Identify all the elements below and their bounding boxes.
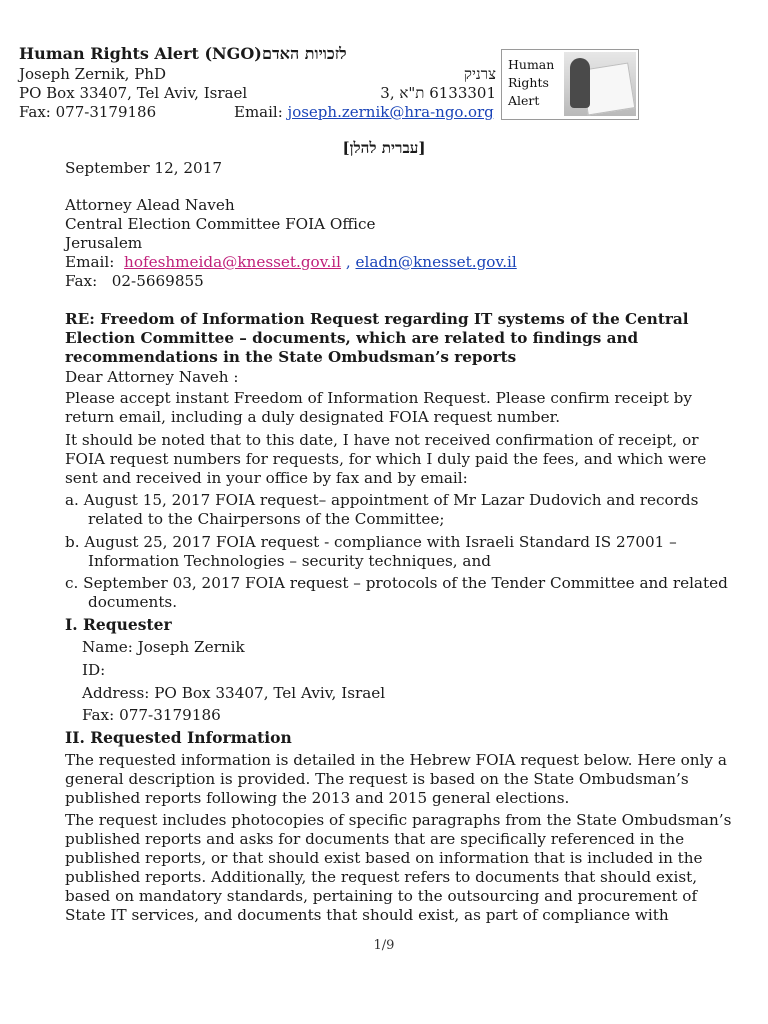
email-link[interactable]: joseph.zernik@hra-ngo.org <box>287 103 494 121</box>
logo-text <box>508 56 554 110</box>
section2-p2-line-2: published reports and asks for documents that are specifically referenced in the <box>65 830 685 848</box>
recipient-fax-line <box>65 272 204 291</box>
author-name-en: Joseph Zernik, PhD <box>19 65 166 83</box>
para2-line-1: It should be noted that to this date, I have not received confirmation of receipt, or <box>65 431 699 449</box>
recipient-fax: 02-5669855 <box>111 272 204 290</box>
org-name-en: Human Rights Alert (NGO) <box>19 44 262 63</box>
email-label: Email: <box>234 103 283 121</box>
recipient-office: Central Election Committee FOIA Office <box>65 215 376 233</box>
author-name-he: צרניק <box>463 65 496 83</box>
para2-line-3: sent and received in your office by fax and by email: <box>65 469 468 487</box>
section2-p1-line-2: general description is provided. The request is based on the State Ombudsman’s <box>65 770 689 788</box>
logo-photo <box>564 52 636 116</box>
fax-header: Fax: 077-3179186 <box>19 103 157 121</box>
list-item-a-line-1: a. August 15, 2017 FOIA request– appointment of Mr Lazar Dudovich and records <box>65 491 699 509</box>
hra-logo <box>501 49 639 120</box>
section-requested-info-title: II. Requested Information <box>65 728 292 747</box>
list-item-a-line-2: related to the Chairpersons of the Committee; <box>88 510 445 528</box>
logo-line-1: Human <box>508 57 555 72</box>
para1-line-1: Please accept instant Freedom of Information Request. Please confirm receipt by <box>65 389 692 407</box>
email-header <box>234 103 494 122</box>
para1-line-2: return email, including a duly designated FOIA request number. <box>65 408 561 426</box>
recipient-email-line <box>65 253 517 272</box>
subject-line-1: RE: Freedom of Information Request regarding IT systems of the Central <box>65 310 689 328</box>
org-name-he: לזכויות האדם <box>262 44 347 63</box>
section2-p2-line-4: published reports. Additionally, the request refers to documents that should exist, <box>65 868 698 886</box>
section2-p1-line-1: The requested information is detailed in the Hebrew FOIA request below. Here only a <box>65 751 727 769</box>
list-item-c-line-1: c. September 03, 2017 FOIA request – protocols of the Tender Committee and related <box>65 574 728 592</box>
section2-p2-line-1: The request includes photocopies of specific paragraphs from the State Ombudsman’s <box>65 811 732 829</box>
salutation: Dear Attorney Naveh : <box>65 368 239 386</box>
hebrew-below-note: [עברית להלן] <box>342 139 426 157</box>
requester-fax: Fax: 077-3179186 <box>82 706 221 724</box>
logo-line-2: Rights <box>508 75 549 90</box>
recipient-name: Attorney Alead Naveh <box>65 196 235 214</box>
recipient-city: Jerusalem <box>65 234 143 252</box>
page-number: 1/9 <box>373 938 395 953</box>
list-item-c-line-2: documents. <box>88 593 178 611</box>
section2-p2-line-5: based on mandatory standards, pertaining to the outsourcing and procurement of <box>65 887 698 905</box>
list-item-b-line-2: Information Technologies – security techniques, and <box>88 552 491 570</box>
logo-figure-shape <box>570 58 590 108</box>
subject-line-3: recommendations in the State Ombudsman’s reports <box>65 348 517 366</box>
recipient-email-label: Email: <box>65 253 115 271</box>
logo-line-3: Alert <box>508 93 540 108</box>
requester-id: ID: <box>82 661 106 679</box>
address-he: 6133301 ת"א ,3 <box>380 84 496 102</box>
requester-name: Name: Joseph Zernik <box>82 638 245 656</box>
section2-p2-line-6: State IT services, and documents that should exist, as part of compliance with <box>65 906 669 924</box>
para2-line-2: FOIA request numbers for requests, for which I duly paid the fees, and which were <box>65 450 707 468</box>
section2-p2-line-3: published reports, or that should exist based on information that is included in the <box>65 849 703 867</box>
address-en: PO Box 33407, Tel Aviv, Israel <box>19 84 248 102</box>
recipient-email-1[interactable]: hofeshmeida@knesset.gov.il <box>124 253 342 271</box>
letter-date: September 12, 2017 <box>65 159 223 177</box>
subject-line-2: Election Committee – documents, which are related to findings and <box>65 329 639 347</box>
recipient-email-2[interactable]: eladn@knesset.gov.il <box>355 253 517 271</box>
recipient-fax-label: Fax: <box>65 272 98 290</box>
section2-p1-line-3: published reports following the 2013 and 2015 general elections. <box>65 789 570 807</box>
recipient-email-sep: , <box>345 253 351 271</box>
section-requester-title: I. Requester <box>65 615 172 634</box>
list-item-b-line-1: b. August 25, 2017 FOIA request - compliance with Israeli Standard IS 27001 – <box>65 533 677 551</box>
requester-address: Address: PO Box 33407, Tel Aviv, Israel <box>82 684 386 702</box>
